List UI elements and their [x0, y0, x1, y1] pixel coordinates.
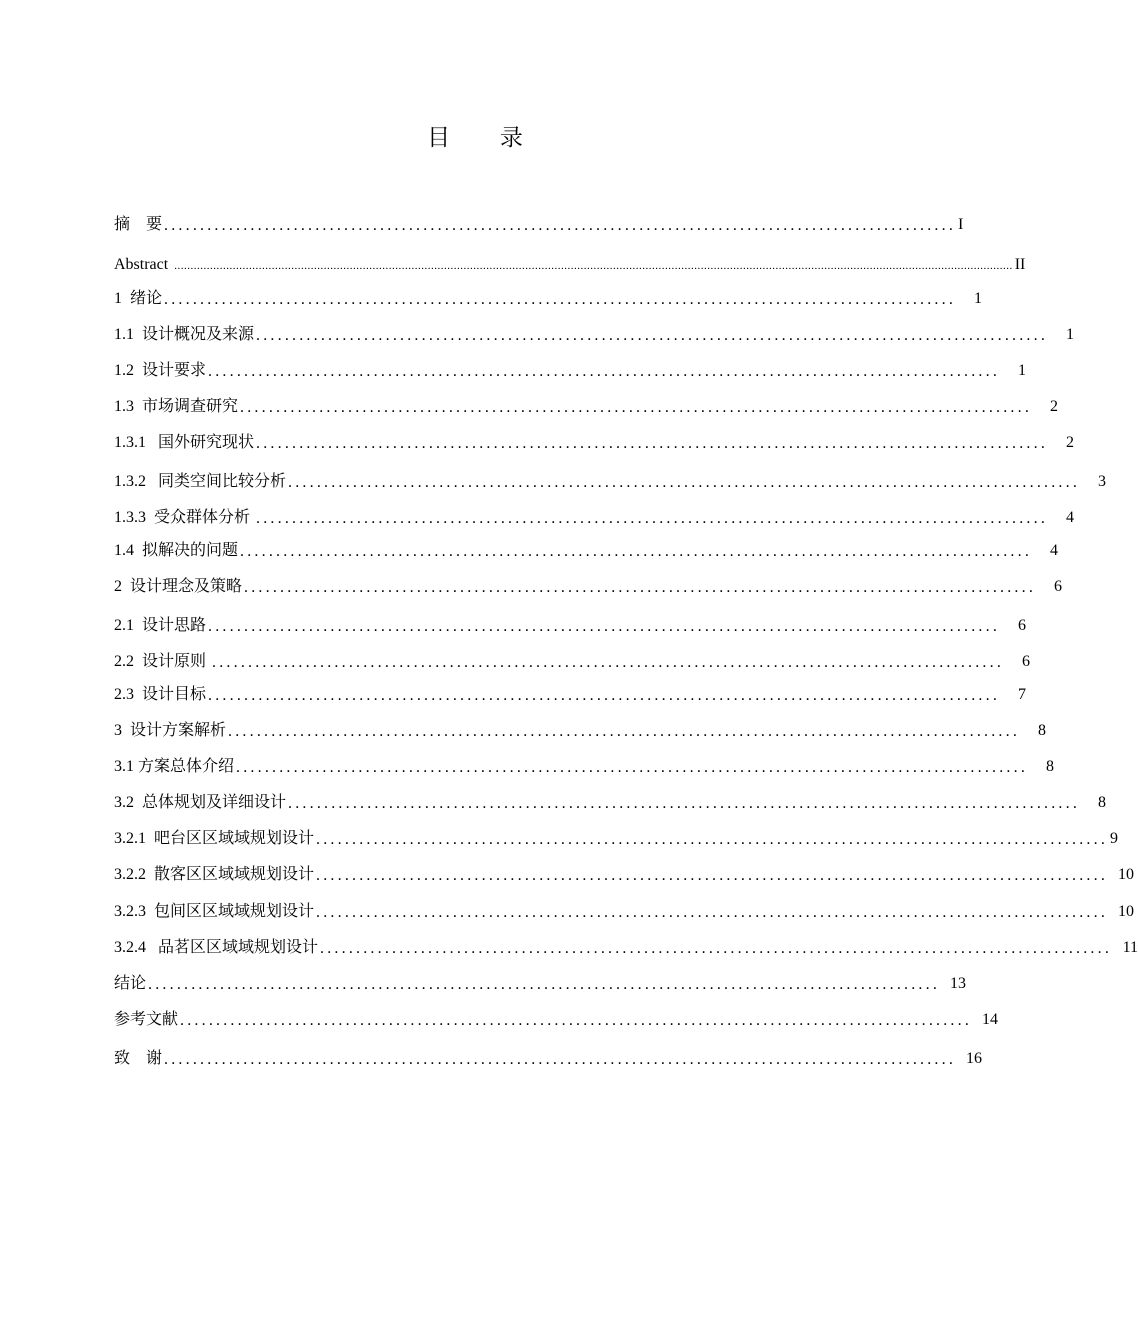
toc-entry-1-3-2[interactable]	[114, 470, 1107, 494]
toc-leader-dots: ..............................................................................................................	[244, 579, 1037, 596]
toc-entry-page: 8	[1098, 794, 1107, 811]
toc-entry-label: 2.2 设计原则	[114, 653, 211, 670]
toc-entry-2-1[interactable]	[114, 614, 1027, 638]
toc-entry-label: 结论	[114, 975, 147, 992]
toc-leader-dots: ..............................................................................................................	[164, 217, 957, 234]
toc-entry-label: 2 设计理念及策略	[114, 578, 243, 595]
toc-entry-label: 1.3.1 国外研究现状	[114, 434, 255, 451]
toc-entry-label: 1.3.3 受众群体分析	[114, 509, 255, 526]
toc-leader-dots: ..............................................................................................................	[240, 399, 1033, 416]
toc-leader-dots: ..............................................................................................................	[320, 940, 1113, 957]
toc-entry-page: 8	[1038, 722, 1047, 739]
toc-entry-3-2-3[interactable]	[114, 900, 1135, 924]
toc-entry-page: 4	[1050, 542, 1059, 559]
toc-leader-dots: ..............................................................................................................	[316, 867, 1109, 884]
toc-entry-label: 摘 要	[114, 216, 163, 233]
toc-leader-dots: ..............................................................................................................	[256, 435, 1049, 452]
toc-leader-dots: ..............................................................................................................	[288, 474, 1081, 491]
toc-leader-dots: ..............................................................................................................	[164, 291, 957, 308]
toc-entry-1-4[interactable]	[114, 539, 1059, 563]
toc-leader-dots: ..............................................................................................................	[208, 363, 1001, 380]
toc-entry-conclusion[interactable]	[114, 972, 967, 996]
toc-entry-page: 16	[966, 1050, 983, 1067]
toc-entry-label: 2.3 设计目标	[114, 686, 207, 703]
toc-entry-label: 1 绪论	[114, 290, 163, 307]
toc-entry-label: Abstract	[114, 256, 173, 273]
toc-entry-1-1[interactable]	[114, 323, 1075, 347]
toc-entry-2-3[interactable]	[114, 683, 1027, 707]
toc-leader-dots: ..............................................................................................................	[316, 904, 1109, 921]
toc-entry-3-2-4[interactable]	[114, 936, 1138, 960]
toc-entry-page: 10	[1118, 903, 1135, 920]
toc-leader-dots: ..............................................................................................................	[256, 327, 1049, 344]
toc-entry-page: 13	[950, 975, 967, 992]
toc-entry-page: 1	[1018, 362, 1027, 379]
toc-leader-dots: ..............................................................................................................	[212, 654, 1005, 671]
toc-entry-page: 9	[1110, 830, 1119, 847]
toc-entry-page: 2	[1066, 434, 1075, 451]
toc-entry-label: 3.2.2 散客区区域域规划设计	[114, 866, 315, 883]
toc-entry-label: 1.2 设计要求	[114, 362, 207, 379]
toc-entry-label: 1.3.2 同类空间比较分析	[114, 473, 287, 490]
toc-leader-dots: ..............................................................................................................	[208, 618, 1001, 635]
toc-entry-page: 1	[974, 290, 983, 307]
toc-entry-1-3-1[interactable]	[114, 431, 1075, 455]
toc-entry-page: 10	[1118, 866, 1135, 883]
toc-entry-3-2-1[interactable]	[114, 827, 1119, 851]
toc-entry-label: 1.4 拟解决的问题	[114, 542, 239, 559]
toc-leader-dots: ..................................................................................................................................................................................................................................................................	[174, 260, 1013, 272]
toc-entry-page: 14	[982, 1011, 999, 1028]
toc-entry-acknowledgements[interactable]	[114, 1047, 983, 1071]
toc-leader-dots: ..............................................................................................................	[256, 510, 1049, 527]
toc-leader-dots: ..............................................................................................................	[316, 831, 1109, 848]
toc-entry-page: 6	[1022, 653, 1031, 670]
toc-entry-label: 3.2.1 吧台区区域域规划设计	[114, 830, 315, 847]
toc-leader-dots: ..............................................................................................................	[164, 1051, 957, 1068]
toc-entry-page: 1	[1066, 326, 1075, 343]
toc-entry-label: 致 谢	[114, 1050, 163, 1067]
toc-entry-page: 8	[1046, 758, 1055, 775]
toc-leader-dots: ..............................................................................................................	[148, 976, 941, 993]
toc-entry-2[interactable]	[114, 575, 1063, 599]
toc-entry-label: 3 设计方案解析	[114, 722, 227, 739]
toc-entry-references[interactable]	[114, 1008, 999, 1032]
toc-entry-3[interactable]	[114, 719, 1047, 743]
page-title: 目 录	[427, 125, 545, 150]
toc-entry-abstract-en[interactable]	[114, 253, 1026, 277]
toc-entry-label: 1.1 设计概况及来源	[114, 326, 255, 343]
toc-entry-page: 6	[1018, 617, 1027, 634]
toc-entry-page: 2	[1050, 398, 1059, 415]
toc-entry-1-3-3[interactable]	[114, 506, 1075, 530]
toc-entry-label: 1.3 市场调查研究	[114, 398, 239, 415]
toc-entry-page: 11	[1122, 939, 1138, 956]
toc-entry-label: 2.1 设计思路	[114, 617, 207, 634]
toc-leader-dots: ..............................................................................................................	[288, 795, 1081, 812]
toc-entry-page: 3	[1098, 473, 1107, 490]
toc-leader-dots: ..............................................................................................................	[236, 759, 1029, 776]
toc-entry-page: 7	[1018, 686, 1027, 703]
toc-leader-dots: ..............................................................................................................	[208, 687, 1001, 704]
toc-entry-3-1[interactable]	[114, 755, 1055, 779]
toc-entry-label: 3.2.3 包间区区域域规划设计	[114, 903, 315, 920]
toc-leader-dots: ..............................................................................................................	[180, 1012, 973, 1029]
toc-entry-3-2[interactable]	[114, 791, 1107, 815]
toc-entry-1-2[interactable]	[114, 359, 1027, 383]
toc-entry-label: 3.2 总体规划及详细设计	[114, 794, 287, 811]
toc-entry-page: 6	[1054, 578, 1063, 595]
toc-entry-1-3[interactable]	[114, 395, 1059, 419]
toc-entry-label: 参考文献	[114, 1011, 179, 1028]
toc-entry-2-2[interactable]	[114, 650, 1031, 674]
toc-entry-1[interactable]	[114, 287, 983, 311]
toc-entry-page: II	[1014, 256, 1026, 273]
toc-entry-page: 4	[1066, 509, 1075, 526]
toc-entry-label: 3.2.4 品茗区区域域规划设计	[114, 939, 319, 956]
toc-leader-dots: ..............................................................................................................	[228, 723, 1021, 740]
toc-entry-abstract-cn[interactable]	[114, 213, 964, 237]
toc-leader-dots: ..............................................................................................................	[240, 543, 1033, 560]
toc-entry-page: I	[958, 216, 964, 233]
toc-entry-3-2-2[interactable]	[114, 863, 1135, 887]
toc-entry-label: 3.1 方案总体介绍	[114, 758, 235, 775]
